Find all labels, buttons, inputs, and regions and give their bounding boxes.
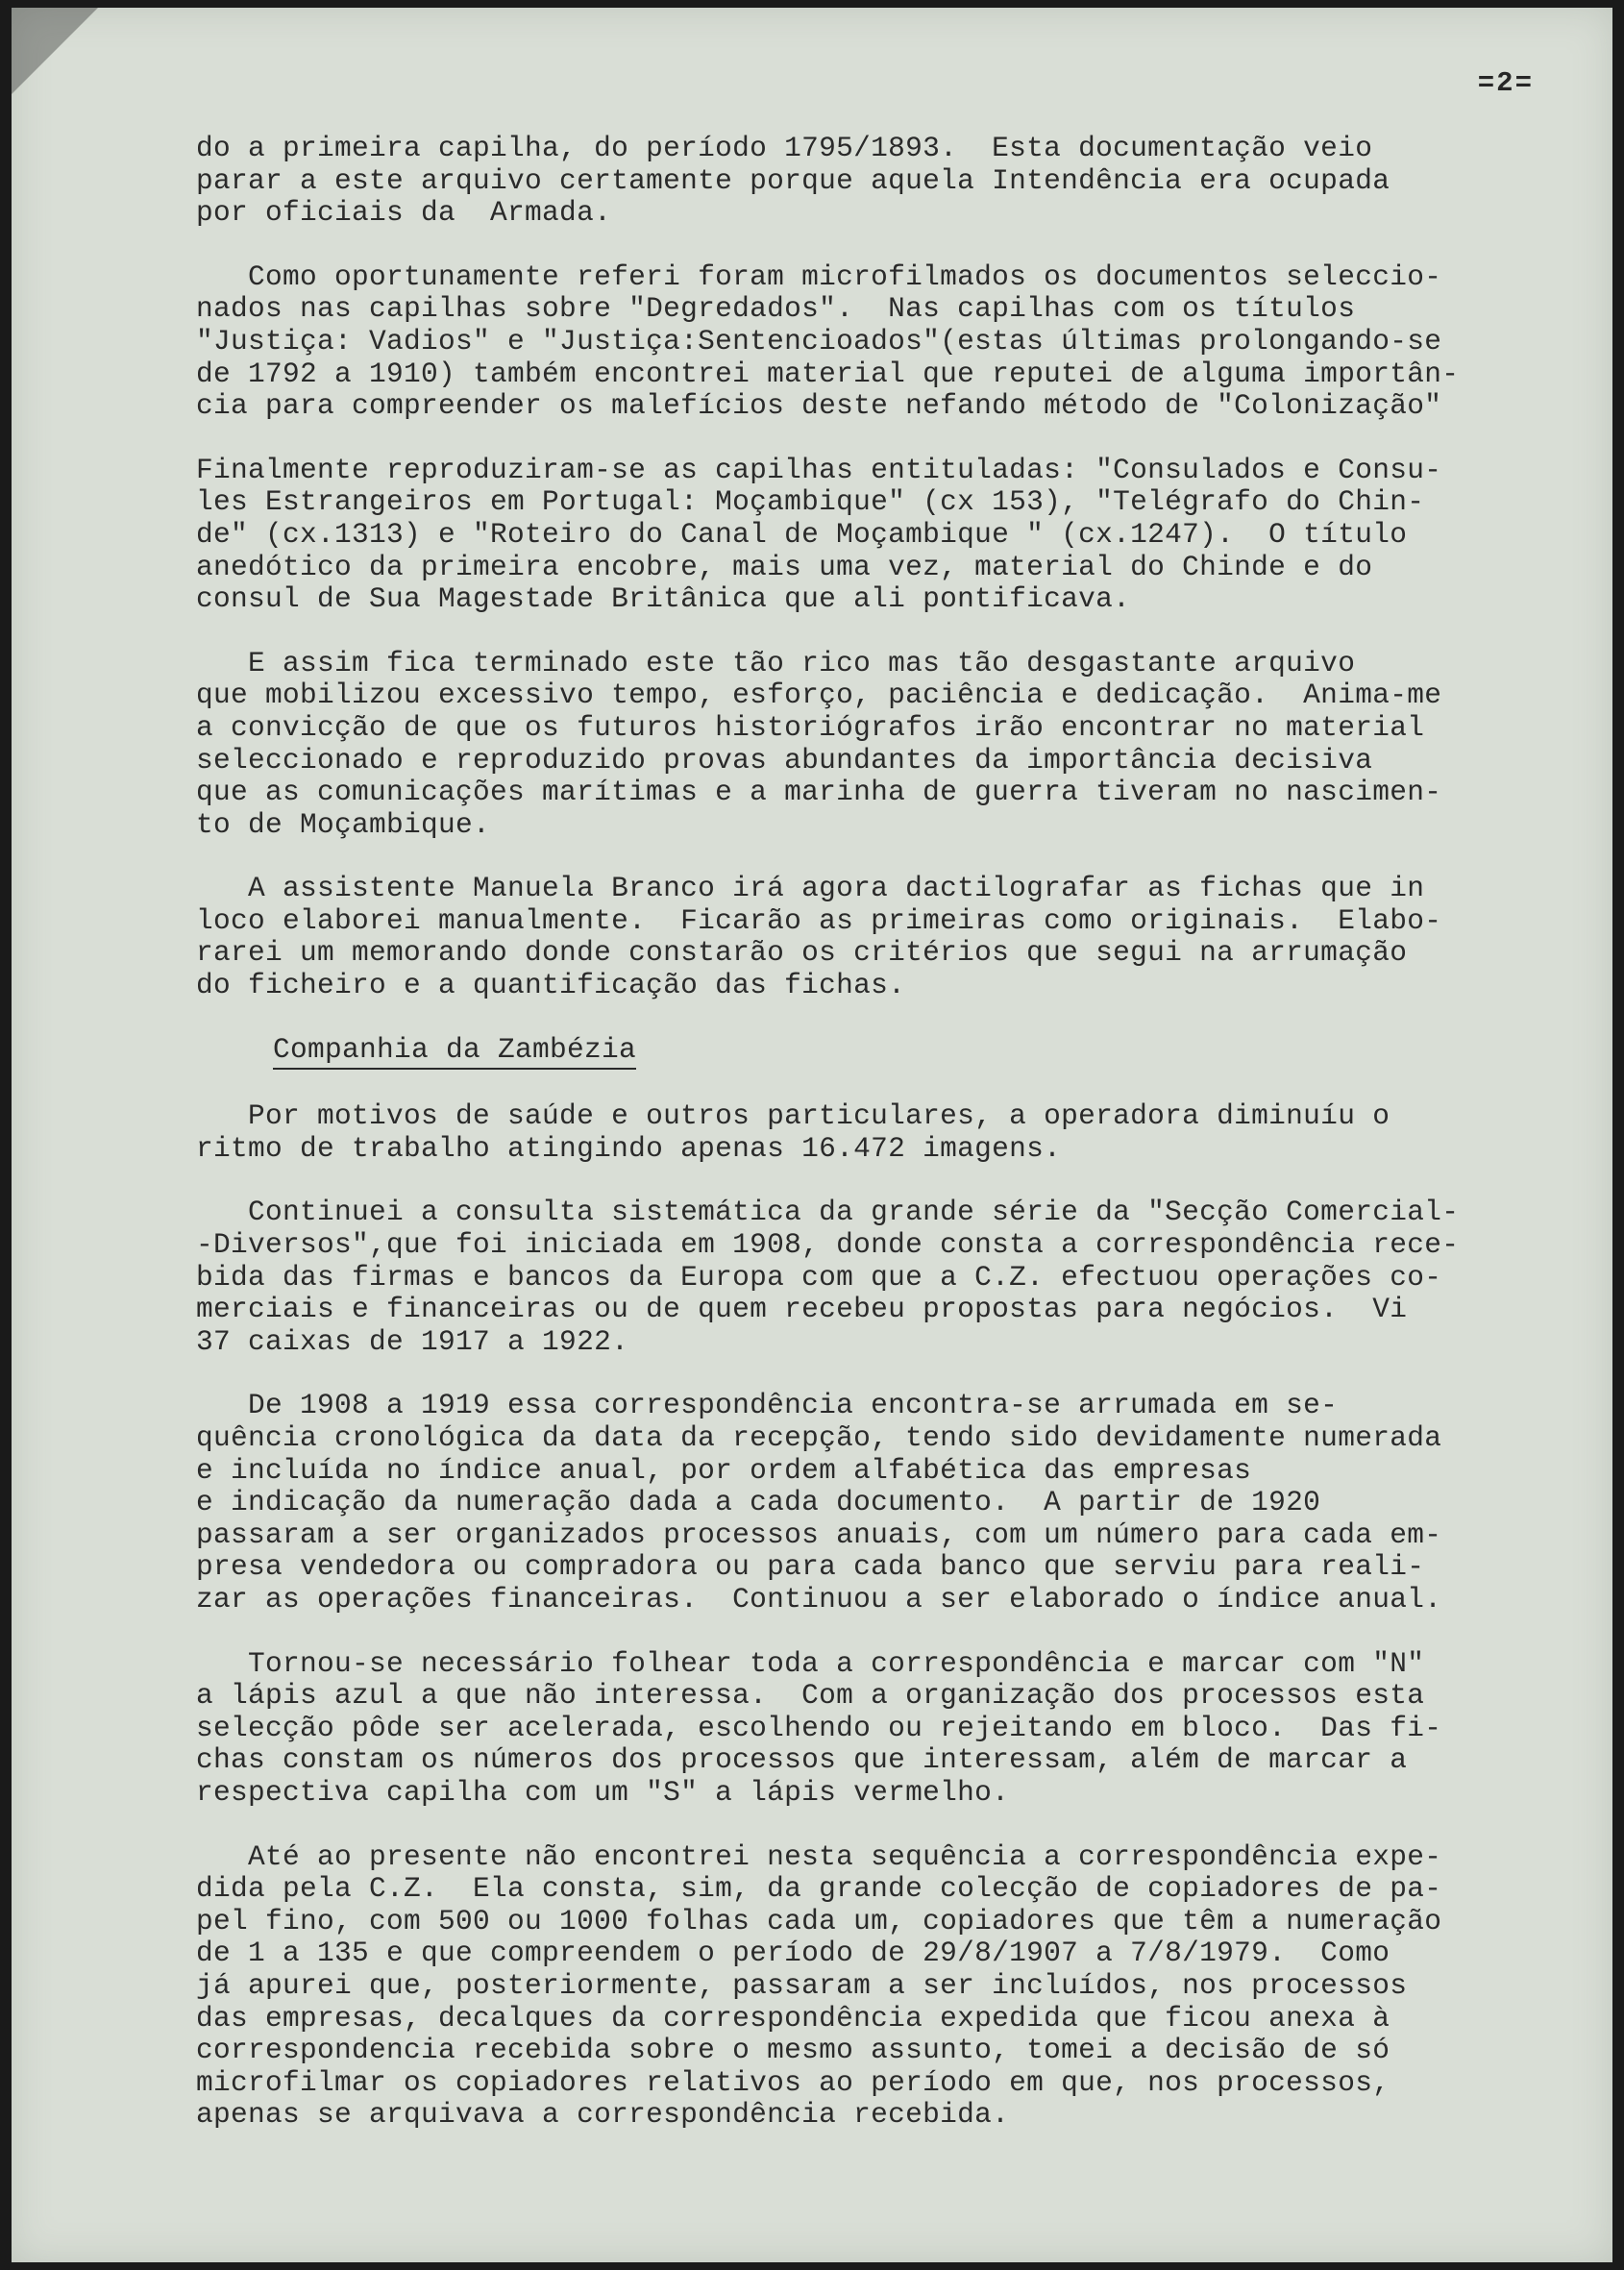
- text-line: rarei um memorando donde constarão os critérios que segui na arrumação: [196, 936, 1408, 970]
- paragraphs-before-heading: [196, 133, 1599, 1002]
- text-line: les Estrangeiros em Portugal: Moçambique" (cx 153), "Telégrafo do Chin-: [196, 485, 1425, 519]
- text-line: -Diversos",que foi iniciada em 1908, donde consta a correspondência rece-: [196, 1228, 1460, 1262]
- text-line: microfilmar os copiadores relativos ao período em que, nos processos,: [196, 2065, 1390, 2099]
- text-line: Por motivos de saúde e outros particulares, a operadora diminuíu o: [196, 1099, 1390, 1133]
- paragraph: [196, 873, 1599, 1001]
- paragraph: [196, 1648, 1599, 1810]
- text-line: 37 caixas de 1917 a 1922.: [196, 1324, 629, 1358]
- text-line: de" (cx.1313) e "Roteiro do Canal de Moçambique " (cx.1247). O título: [196, 517, 1408, 551]
- text-line: "Justiça: Vadios" e "Justiça:Sentencioados"(estas últimas prolongando-se: [196, 324, 1442, 358]
- text-line: já apurei que, posteriormente, passaram a ser incluídos, nos processos: [196, 1968, 1408, 2002]
- paragraph: [196, 261, 1599, 423]
- section-heading: Companhia da Zambézia: [273, 1034, 636, 1071]
- text-line: correspondencia recebida sobre o mesmo assunto, tomei a decisão de só: [196, 2034, 1390, 2067]
- text-line: consul de Sua Magestade Britânica que ali pontificava.: [196, 582, 1131, 616]
- text-line: e indicação da numeração dada a cada documento. A partir de 1920: [196, 1486, 1321, 1519]
- text-line: parar a este arquivo certamente porque aquela Intendência era ocupada: [196, 163, 1390, 197]
- text-line: Como oportunamente referi foram microfilmados os documentos seleccio-: [196, 259, 1442, 293]
- text-line: De 1908 a 1919 essa correspondência encontra-se arrumada em se-: [196, 1389, 1339, 1422]
- text-line: respectiva capilha com um "S" a lápis vermelho.: [196, 1775, 1010, 1809]
- document-page: [12, 8, 1612, 2262]
- text-line: cia para compreender os malefícios deste nefando método de "Colonização": [196, 389, 1442, 423]
- text-line: to de Moçambique.: [196, 807, 491, 841]
- text-line: Até ao presente não encontrei nesta sequência a correspondência expe-: [196, 1839, 1442, 1873]
- text-line: das empresas, decalques da correspondência expedida que ficou anexa à: [196, 2001, 1390, 2035]
- text-line: quência cronológica da data da recepção, tendo sido devidamente numerada: [196, 1421, 1442, 1454]
- paragraph: [196, 133, 1599, 230]
- text-line: a lápis azul a que não interessa. Com a organização dos processos esta: [196, 1679, 1425, 1713]
- text-line: selecção pôde ser acelerada, escolhendo ou rejeitando em bloco. Das fi-: [196, 1711, 1442, 1744]
- text-line: loco elaborei manualmente. Ficarão as primeiras como originais. Elabo-: [196, 903, 1442, 937]
- text-line: presa vendedora ou compradora ou para cada banco que serviu para reali-: [196, 1550, 1425, 1584]
- text-line: chas constam os números dos processos que interessam, além de marcar a: [196, 1743, 1408, 1777]
- page-number: =2=: [1477, 67, 1534, 99]
- paragraph: [196, 1197, 1599, 1358]
- section-paragraphs: [196, 1100, 1599, 2132]
- text-line: E assim fica terminado este tão rico mas tão desgastante arquivo: [196, 646, 1356, 679]
- text-line: do a primeira capilha, do período 1795/1893. Esta documentação veio: [196, 132, 1373, 164]
- text-line: apenas se arquivava a correspondência recebida.: [196, 2098, 1010, 2132]
- text-line: dida pela C.Z. Ela consta, sim, da grande colecção de copiadores de pa-: [196, 1872, 1442, 1906]
- text-line: que as comunicações marítimas e a marinha de guerra tiveram no nascimen-: [196, 776, 1442, 809]
- document-body: [196, 133, 1599, 2163]
- text-line: e incluída no índice anual, por ordem alfabética das empresas: [196, 1453, 1252, 1487]
- text-line: Tornou-se necessário folhear toda a correspondência e marcar com "N": [196, 1646, 1425, 1680]
- text-line: anedótico da primeira encobre, mais uma vez, material do Chinde e do: [196, 550, 1373, 583]
- text-line: zar as operações financeiras. Continuou a ser elaborado o índice anual.: [196, 1582, 1442, 1616]
- paragraph: [196, 1841, 1599, 2132]
- text-line: nados nas capilhas sobre "Degredados". Nas capilhas com os títulos: [196, 292, 1356, 326]
- text-line: ritmo de trabalho atingindo apenas 16.472 imagens.: [196, 1131, 1062, 1165]
- text-line: seleccionado e reproduzido provas abundantes da importância decisiva: [196, 743, 1373, 777]
- text-line: que mobilizou excessivo tempo, esforço, paciência e dedicação. Anima-me: [196, 679, 1442, 712]
- page-corner-fold: [12, 8, 98, 94]
- text-line: a convicção de que os futuros historiógrafos irão encontrar no material: [196, 710, 1425, 744]
- text-line: A assistente Manuela Branco irá agora dactilografar as fichas que in: [196, 872, 1425, 905]
- paragraph: [196, 1100, 1599, 1165]
- text-line: de 1792 a 1910) também encontrei material que reputei de alguma importân-: [196, 357, 1460, 390]
- text-line: do ficheiro e a quantificação das fichas.: [196, 969, 906, 1002]
- paragraph: [196, 648, 1599, 842]
- text-line: de 1 a 135 e que compreendem o período de 29/8/1907 a 7/8/1979. Como: [196, 1937, 1390, 1970]
- paragraph: [196, 1390, 1599, 1616]
- text-line: merciais e financeiras ou de quem recebeu propostas para negócios. Vi: [196, 1293, 1408, 1326]
- text-line: bida das firmas e bancos da Europa com que a C.Z. efectuou operações co-: [196, 1260, 1442, 1294]
- text-line: Finalmente reproduziram-se as capilhas entituladas: "Consulados e Consu-: [196, 453, 1442, 486]
- text-line: passaram a ser organizados processos anuais, com um número para cada em-: [196, 1517, 1442, 1551]
- text-line: pel fino, com 500 ou 1000 folhas cada um, copiadores que têm a numeração: [196, 1904, 1442, 1937]
- text-line: por oficiais da Armada.: [196, 196, 612, 230]
- paragraph: [196, 455, 1599, 616]
- text-line: Continuei a consulta sistemática da grande série da "Secção Comercial-: [196, 1196, 1460, 1229]
